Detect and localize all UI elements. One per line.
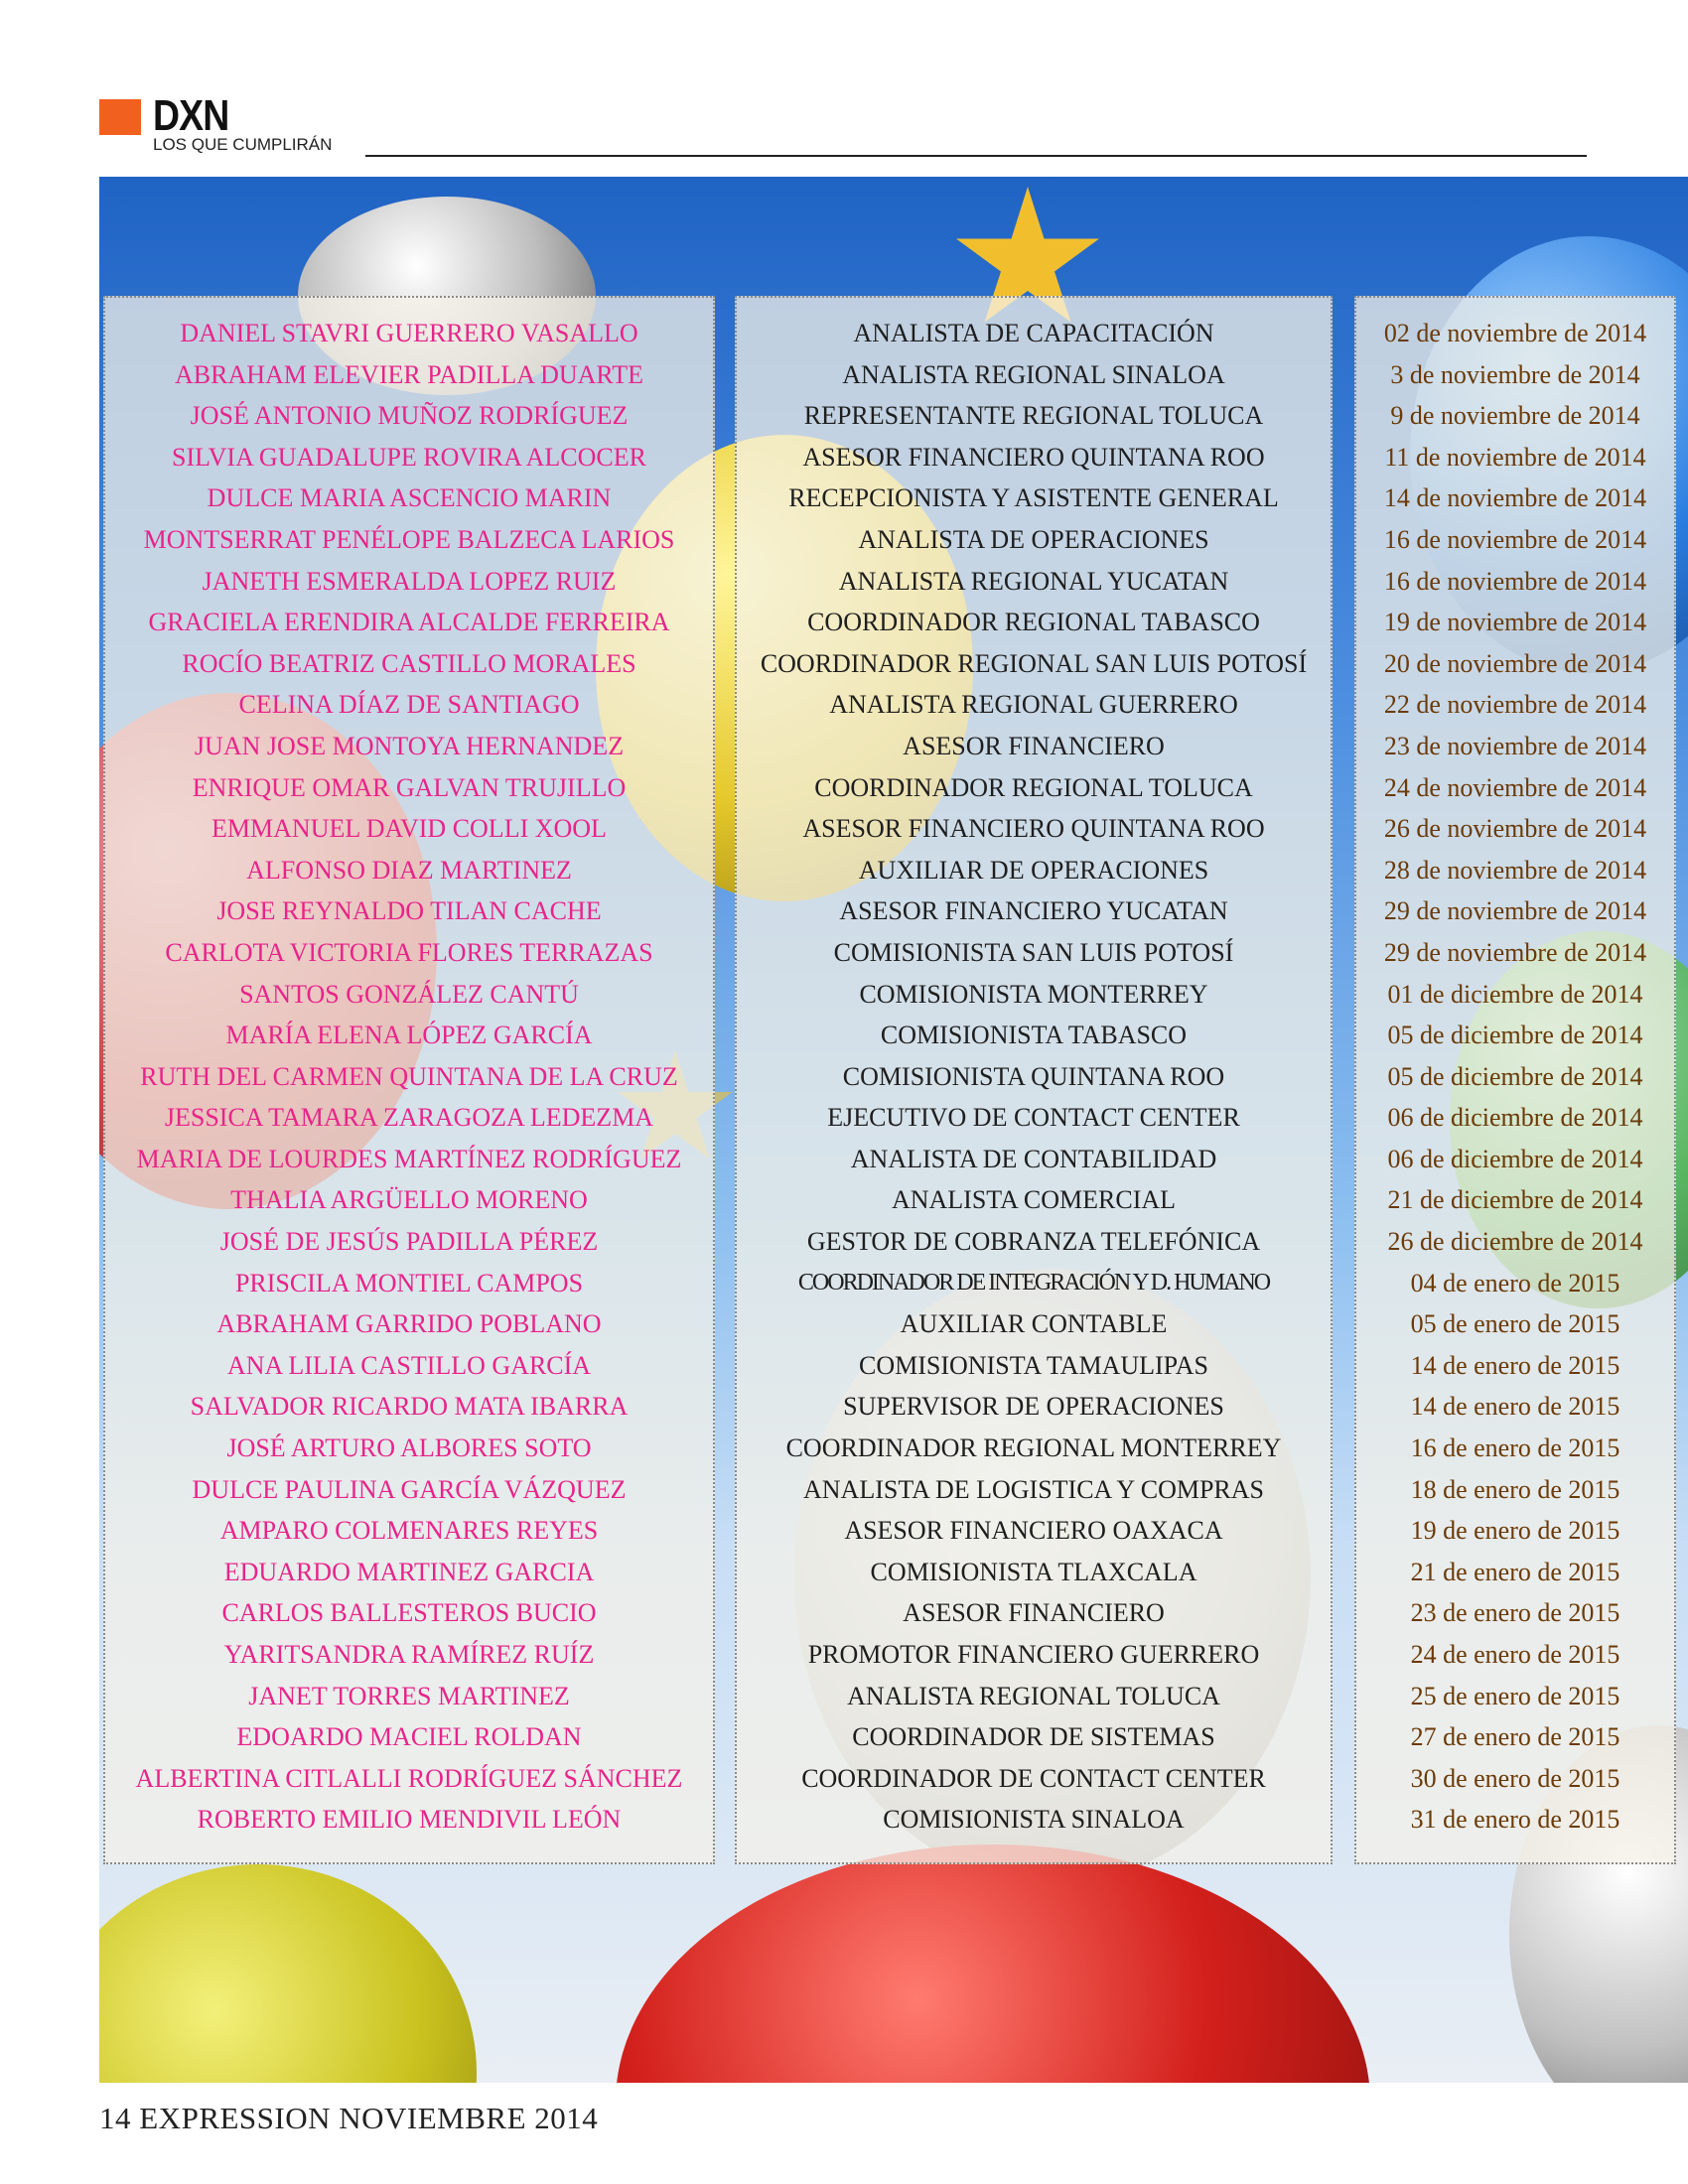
employee-role: ANALISTA REGIONAL GUERRERO [829, 690, 1238, 720]
employee-name: EMMANUEL DAVID COLLI XOOL [211, 814, 607, 844]
publication-name: EXPRESSION NOVIEMBRE 2014 [139, 2101, 599, 2135]
employee-name: ENRIQUE OMAR GALVAN TRUJILLO [192, 772, 627, 802]
employee-role: ANALISTA DE CAPACITACIÓN [853, 319, 1214, 347]
anniversary-date: 20 de noviembre de 2014 [1383, 648, 1647, 678]
employee-name: MARÍA ELENA LÓPEZ GARCÍA [225, 1021, 593, 1050]
employee-role: COORDINADOR DE INTEGRACIÓN Y D. HUMANO [797, 1269, 1270, 1296]
employee-role: COORDINADOR REGIONAL TOLUCA [814, 772, 1253, 802]
employee-name: CARLOS BALLESTEROS BUCIO [221, 1598, 597, 1628]
employee-role: COORDINADOR DE SISTEMAS [852, 1722, 1215, 1752]
employee-name: JUAN JOSE MONTOYA HERNANDEZ [194, 731, 625, 760]
anniversary-date: 06 de diciembre de 2014 [1387, 1103, 1643, 1133]
brand-logo-square [99, 99, 141, 135]
employee-name: YARITSANDRA RAMÍREZ RUÍZ [223, 1640, 595, 1669]
employee-name: JANETH ESMERALDA LOPEZ RUIZ [202, 566, 617, 596]
employee-role: EJECUTIVO DE CONTACT CENTER [827, 1103, 1240, 1133]
employee-role: ANALISTA REGIONAL TOLUCA [847, 1681, 1220, 1710]
employee-role: GESTOR DE COBRANZA TELEFÓNICA [806, 1227, 1261, 1257]
anniversary-date: 14 de enero de 2015 [1410, 1392, 1620, 1422]
anniversary-date: 16 de enero de 2015 [1410, 1433, 1620, 1463]
employee-role: AUXILIAR CONTABLE [900, 1309, 1168, 1339]
employee-name: MARIA DE LOURDES MARTÍNEZ RODRÍGUEZ [136, 1144, 682, 1173]
anniversary-date: 04 de enero de 2015 [1410, 1268, 1620, 1297]
employee-role: COORDINADOR REGIONAL SAN LUIS POTOSÍ [760, 648, 1308, 678]
employee-name: JOSÉ ARTURO ALBORES SOTO [226, 1433, 592, 1463]
employee-role: COORDINADOR REGIONAL MONTERREY [785, 1433, 1282, 1463]
employee-name: AMPARO COLMENARES REYES [219, 1516, 599, 1546]
anniversary-date: 30 de enero de 2015 [1410, 1763, 1620, 1793]
employee-name: DULCE PAULINA GARCÍA VÁZQUEZ [192, 1474, 627, 1504]
roles-column [741, 313, 1327, 1841]
anniversary-date: 3 de noviembre de 2014 [1390, 359, 1640, 389]
employee-name: PRISCILA MONTIEL CAMPOS [234, 1268, 584, 1297]
employee-role: ANALISTA DE CONTABILIDAD [850, 1144, 1217, 1173]
employee-name: JANET TORRES MARTINEZ [248, 1681, 570, 1710]
red-balloon-decoration [616, 1844, 1370, 2083]
employee-name: THALIA ARGÜELLO MORENO [230, 1185, 588, 1215]
anniversary-date: 01 de diciembre de 2014 [1387, 979, 1643, 1009]
employee-role: ASESOR FINANCIERO [903, 731, 1165, 760]
anniversary-date: 25 de enero de 2015 [1410, 1681, 1620, 1710]
employee-role: AUXILIAR DE OPERACIONES [858, 855, 1209, 885]
anniversary-date: 22 de noviembre de 2014 [1383, 690, 1647, 720]
employee-name: ALBERTINA CITLALLI RODRÍGUEZ SÁNCHEZ [135, 1763, 683, 1793]
anniversary-date: 06 de diciembre de 2014 [1387, 1144, 1643, 1173]
employee-role: SUPERVISOR DE OPERACIONES [843, 1392, 1224, 1422]
employee-name: RUTH DEL CARMEN QUINTANA DE LA CRUZ [140, 1061, 678, 1091]
employee-role: PROMOTOR FINANCIERO GUERRERO [807, 1640, 1260, 1669]
anniversary-date: 26 de diciembre de 2014 [1387, 1227, 1643, 1257]
employee-role: REPRESENTANTE REGIONAL TOLUCA [803, 401, 1264, 431]
anniversary-date: 02 de noviembre de 2014 [1383, 319, 1647, 347]
anniversary-date: 24 de enero de 2015 [1410, 1640, 1620, 1669]
employee-role: COMISIONISTA SAN LUIS POTOSÍ [833, 937, 1234, 967]
anniversary-date: 16 de noviembre de 2014 [1383, 566, 1647, 596]
anniversary-date: 29 de noviembre de 2014 [1383, 896, 1647, 926]
employee-role: COORDINADOR DE CONTACT CENTER [801, 1763, 1266, 1793]
anniversary-date: 9 de noviembre de 2014 [1390, 401, 1640, 431]
employee-name: JOSE REYNALDO TILAN CACHE [216, 896, 602, 926]
anniversary-date: 14 de noviembre de 2014 [1383, 483, 1647, 513]
employee-role: ASESOR FINANCIERO QUINTANA ROO [802, 442, 1265, 472]
yellow-balloon-decoration [99, 1864, 477, 2083]
anniversary-date: 05 de diciembre de 2014 [1387, 1061, 1643, 1091]
employee-name: SANTOS GONZÁLEZ CANTÚ [239, 979, 579, 1009]
employee-name: DANIEL STAVRI GUERRERO VASALLO [180, 319, 638, 347]
employee-role: COMISIONISTA TABASCO [880, 1021, 1188, 1050]
page-number: 14 [99, 2101, 131, 2135]
anniversary-date: 18 de enero de 2015 [1410, 1474, 1620, 1504]
section-title: LOS QUE CUMPLIRÁN [153, 135, 333, 154]
employee-name: ANA LILIA CASTILLO GARCÍA [226, 1350, 592, 1380]
employee-name: GRACIELA ERENDIRA ALCALDE FERREIRA [148, 608, 670, 637]
employee-role: ANALISTA DE LOGISTICA Y COMPRAS [802, 1474, 1265, 1504]
anniversary-date: 11 de noviembre de 2014 [1384, 442, 1646, 472]
employee-name: ALFONSO DIAZ MARTINEZ [246, 855, 572, 885]
employee-role: COMISIONISTA SINALOA [883, 1805, 1185, 1835]
anniversary-date: 28 de noviembre de 2014 [1383, 855, 1647, 885]
anniversary-date: 31 de enero de 2015 [1410, 1805, 1620, 1835]
employee-role: ASESOR FINANCIERO [903, 1598, 1165, 1628]
employee-name: EDUARDO MARTINEZ GARCIA [223, 1557, 595, 1586]
employee-name: ROBERTO EMILIO MENDIVIL LEÓN [197, 1805, 622, 1835]
page-folio [99, 2101, 598, 2136]
employee-name: SILVIA GUADALUPE ROVIRA ALCOCER [172, 442, 646, 472]
employee-name: ABRAHAM GARRIDO POBLANO [216, 1309, 602, 1339]
employee-role: ANALISTA REGIONAL SINALOA [842, 359, 1225, 389]
anniversary-date: 21 de diciembre de 2014 [1387, 1185, 1643, 1215]
brand-name: DXN [153, 91, 229, 140]
header-rule [365, 155, 1587, 157]
names-column [109, 313, 709, 1841]
anniversary-date: 14 de enero de 2015 [1410, 1350, 1620, 1380]
anniversary-date: 26 de noviembre de 2014 [1383, 814, 1647, 844]
anniversary-date: 05 de diciembre de 2014 [1387, 1021, 1643, 1050]
employee-name: JOSÉ DE JESÚS PADILLA PÉREZ [219, 1227, 599, 1257]
anniversary-date: 23 de enero de 2015 [1410, 1598, 1620, 1628]
employee-role: ASESOR FINANCIERO YUCATAN [839, 896, 1228, 926]
employee-role: ASESOR FINANCIERO QUINTANA ROO [802, 814, 1265, 844]
anniversary-date: 27 de enero de 2015 [1410, 1722, 1620, 1752]
anniversary-date: 24 de noviembre de 2014 [1383, 772, 1647, 802]
anniversary-date: 19 de noviembre de 2014 [1383, 608, 1647, 637]
employee-name: ROCÍO BEATRIZ CASTILLO MORALES [182, 648, 636, 678]
anniversary-date: 19 de enero de 2015 [1410, 1516, 1620, 1546]
employee-name: CARLOTA VICTORIA FLORES TERRAZAS [165, 937, 653, 967]
employee-name: MONTSERRAT PENÉLOPE BALZECA LARIOS [143, 524, 675, 554]
employee-role: ASESOR FINANCIERO OAXACA [844, 1516, 1223, 1546]
employee-name: DULCE MARIA ASCENCIO MARIN [207, 483, 612, 513]
employee-name: ABRAHAM ELEVIER PADILLA DUARTE [175, 359, 643, 389]
anniversary-date: 21 de enero de 2015 [1410, 1557, 1620, 1586]
employee-name: SALVADOR RICARDO MATA IBARRA [190, 1392, 629, 1422]
employee-role: RECEPCIONISTA Y ASISTENTE GENERAL [788, 483, 1279, 513]
employee-role: COORDINADOR REGIONAL TABASCO [807, 608, 1260, 637]
employee-role: ANALISTA REGIONAL YUCATAN [838, 566, 1229, 596]
anniversary-date: 05 de enero de 2015 [1410, 1309, 1620, 1339]
employee-name: JESSICA TAMARA ZARAGOZA LEDEZMA [164, 1103, 654, 1133]
employee-name: EDOARDO MACIEL ROLDAN [236, 1722, 582, 1752]
anniversary-date: 29 de noviembre de 2014 [1383, 937, 1647, 967]
employee-role: ANALISTA COMERCIAL [891, 1185, 1177, 1215]
anniversary-date: 16 de noviembre de 2014 [1383, 524, 1647, 554]
employee-role: COMISIONISTA QUINTANA ROO [842, 1061, 1225, 1091]
employee-role: COMISIONISTA TLAXCALA [870, 1557, 1197, 1586]
employee-role: COMISIONISTA TAMAULIPAS [859, 1350, 1208, 1380]
anniversary-date: 23 de noviembre de 2014 [1383, 731, 1647, 760]
employee-name: JOSÉ ANTONIO MUÑOZ RODRÍGUEZ [190, 401, 629, 431]
employee-name: CELINA DÍAZ DE SANTIAGO [238, 690, 580, 720]
dates-column [1358, 313, 1672, 1841]
employee-role: ANALISTA DE OPERACIONES [858, 524, 1209, 554]
employee-role: COMISIONISTA MONTERREY [859, 979, 1208, 1009]
